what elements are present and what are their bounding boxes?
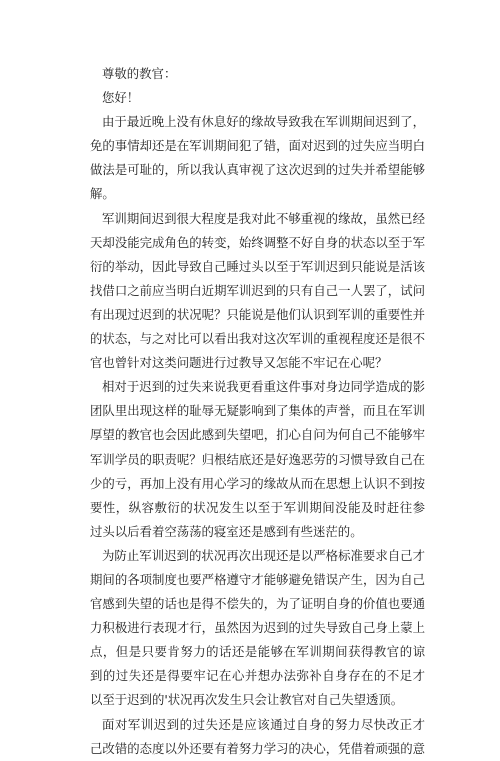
paragraph-line: 免的事情却还是在军训期间犯了错，面对迟到的过失应当明白 [90,138,425,154]
paragraph-line: 面对军训迟到的过失还是应该通过自身的努力尽快改正才 [102,716,425,732]
paragraph-line: 找借口之前应当明白近期军训迟到的只有自己一人罢了，试问 [90,282,425,298]
paragraph-line: 衍的举动，因此导致自己睡过头以至于军训迟到只能说是活该 [90,258,425,274]
paragraph-line: 官感到失望的话也是得不偿失的，为了证明自身的价值也要通 [90,596,425,612]
paragraph-line: 解。 [90,186,115,202]
paragraph-line: 以至于迟到的'状况再次发生只会让教官对自己失望透顶。 [90,692,404,708]
letter-page [90,62,425,761]
paragraph-line: 力积极进行表现才行，虽然因为迟到的过失导致自己身上蒙上 [90,620,425,636]
paragraph-line: 军训学员的职责呢？归根结底还是好逸恶劳的习惯导致自己在 [90,451,425,467]
paragraph-line: 相对于迟到的过失来说我更看重这件事对身边同学造成的影 [102,379,425,395]
letter-body [90,110,425,761]
paragraph-line: 有出现过迟到的状况呢？只能说是他们认识到军训的重要性并 [90,306,425,322]
paragraph-line: 的状态，与之对比可以看出我对这次军训的重视程度还是很不 [90,331,425,347]
paragraph-line: 军训期间迟到很大程度是我对此不够重视的缘故，虽然已经 [102,210,425,226]
paragraph-line: 己改错的态度以外还要有着努力学习的决心，凭借着顽强的意 [90,740,425,756]
paragraph [90,207,425,376]
paragraph-line: 天却没能完成角色的转变，始终调整不好自身的状态以至于军 [90,234,425,250]
paragraph-line: 过头以后看着空荡荡的寝室还是感到有些迷茫的。 [90,523,363,539]
paragraph [90,544,425,713]
paragraph-line: 到的过失还是得要牢记在心并想办法弥补自身存在的不足才 [90,668,425,684]
salutation: 尊敬的教官： [102,66,177,81]
paragraph-line: 由于最近晚上没有休息好的缘故导致我在军训期间迟到了， [102,114,425,130]
greeting: 您好！ [102,90,140,106]
paragraph-line: 团队里出现这样的耻辱无疑影响到了集体的声誉，而且在军训 [90,403,425,419]
paragraph [90,713,425,761]
paragraph [90,110,425,206]
paragraph-line: 点，但是只要肯努力的话还是能够在军训期间获得教官的谅 [90,644,425,660]
paragraph-line: 为防止军训迟到的状况再次出现还是以严格标准要求自己才 [102,547,425,563]
paragraph [90,375,425,544]
paragraph-line: 做法是可耻的，所以我认真审视了这次迟到的过失并希望能够 [90,162,425,178]
paragraph-line: 官也曾针对这类问题进行过教导又怎能不牢记在心呢？ [90,355,388,371]
paragraph-line: 少的亏，再加上没有用心学习的缘故从而在思想上认识不到按 [90,475,425,491]
paragraph-line: 厚望的教官也会因此感到失望吧，扪心自问为何自己不能够牢 [90,427,425,443]
paragraph-line: 期间的各项制度也要严格遵守才能够避免错误产生，因为自己 [90,571,425,587]
paragraph-line: 要性，纵容敷衍的状况发生以至于军训期间没能及时赶往参 [90,499,425,515]
